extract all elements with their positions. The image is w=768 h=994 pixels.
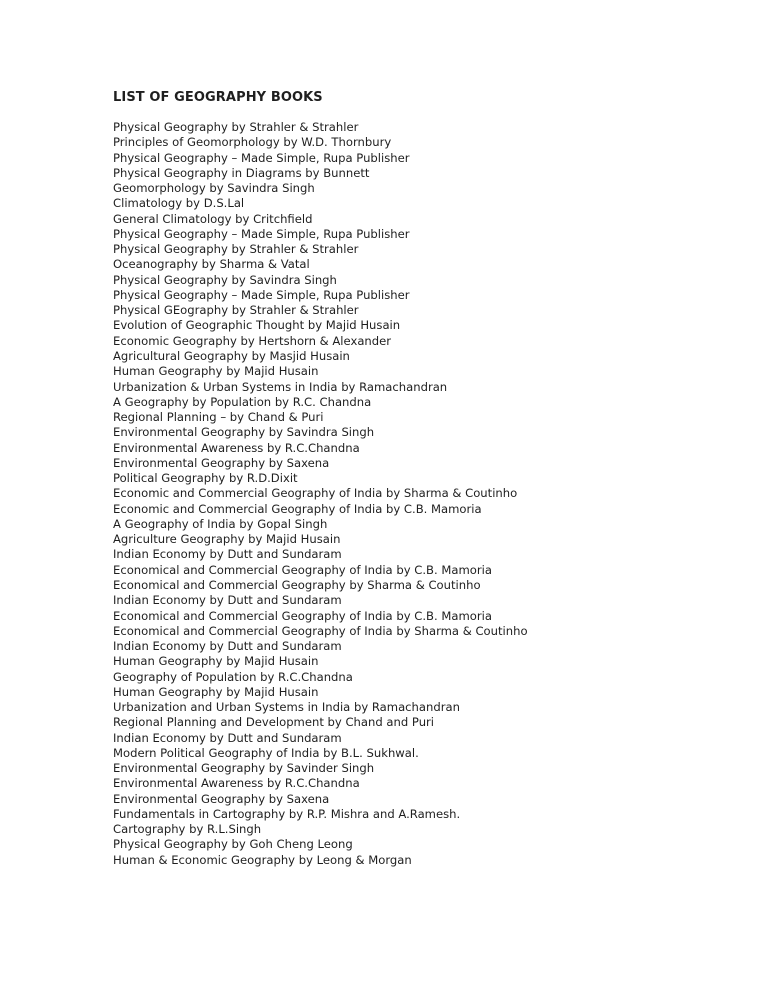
book-list-item: Indian Economy by Dutt and Sundaram [113,730,342,745]
book-list-item: Economic Geography by Hertshorn & Alexander [113,333,392,348]
book-list-item: Political Geography by R.D.Dixit [113,471,298,486]
book-list-item: Environmental Geography by Savinder Singh [113,761,375,776]
book-list-item: Environmental Geography by Saxena [113,791,330,806]
book-list-item: Agriculture Geography by Majid Husain [113,532,341,547]
book-list-item: Modern Political Geography of India by B.L. Sukhwal. [113,745,419,760]
book-list-item: Geomorphology by Savindra Singh [113,181,315,196]
book-list-item: Human Geography by Majid Husain [113,364,319,379]
book-list-item: Fundamentals in Cartography by R.P. Mishra and A.Ramesh. [113,806,461,821]
book-list-item: Environmental Awareness by R.C.Chandna [113,776,360,791]
book-list-item: Physical Geography by Strahler & Strahler [113,242,359,257]
book-list-item: Physical Geography – Made Simple, Rupa Publisher [113,226,410,241]
book-list-item: Physical Geography by Savindra Singh [113,272,337,287]
book-list-item: Indian Economy by Dutt and Sundaram [113,547,342,562]
book-list-item: Human Geography by Majid Husain [113,684,319,699]
book-list-item: Regional Planning and Development by Chand and Puri [113,715,435,730]
book-list-item: Physical Geography – Made Simple, Rupa Publisher [113,287,410,302]
book-list-item: Urbanization & Urban Systems in India by Ramachandran [113,379,448,394]
book-list-item: Environmental Geography by Savindra Singh [113,425,375,440]
book-list-item: Economical and Commercial Geography of India by C.B. Mamoria [113,562,492,577]
book-list-item: Economic and Commercial Geography of India by C.B. Mamoria [113,501,482,516]
book-list-item: Physical Geography – Made Simple, Rupa Publisher [113,150,410,165]
document-title: LIST OF GEOGRAPHY BOOKS [113,90,323,105]
book-list-item: Economical and Commercial Geography of India by C.B. Mamoria [113,608,492,623]
book-list-item: Economic and Commercial Geography of India by Sharma & Coutinho [113,486,518,501]
book-list-item: General Climatology by Critchfield [113,211,313,226]
book-list-item: Economical and Commercial Geography by Sharma & Coutinho [113,577,481,592]
book-list-item: Cartography by R.L.Singh [113,822,262,837]
book-list-item: Physical Geography by Strahler & Strahler [113,120,359,134]
book-list [113,120,528,868]
book-list-item: Environmental Awareness by R.C.Chandna [113,440,360,455]
book-list-item: A Geography of India by Gopal Singh [113,516,328,531]
book-list-item: Economical and Commercial Geography of India by Sharma & Coutinho [113,623,528,638]
book-list-item: A Geography by Population by R.C. Chandna [113,394,372,409]
book-list-item: Indian Economy by Dutt and Sundaram [113,639,342,654]
book-list-item: Physical Geography in Diagrams by Bunnett [113,165,370,180]
book-list-item: Human & Economic Geography by Leong & Morgan [113,852,412,867]
book-list-item: Regional Planning – by Chand & Puri [113,410,324,425]
book-list-item: Human Geography by Majid Husain [113,654,319,669]
book-list-item: Geography of Population by R.C.Chandna [113,669,353,684]
book-list-item: Agricultural Geography by Masjid Husain [113,348,350,363]
book-list-item: Climatology by D.S.Lal [113,196,245,211]
book-list-item: Oceanography by Sharma & Vatal [113,257,310,272]
book-list-item: Indian Economy by Dutt and Sundaram [113,593,342,608]
book-list-item: Urbanization and Urban Systems in India by Ramachandran [113,700,460,715]
book-list-item: Physical GEography by Strahler & Strahler [113,303,359,318]
book-list-item: Physical Geography by Goh Cheng Leong [113,837,353,852]
book-list-item: Principles of Geomorphology by W.D. Thornbury [113,135,392,150]
book-list-item: Evolution of Geographic Thought by Majid Husain [113,318,401,333]
book-list-item: Environmental Geography by Saxena [113,455,330,470]
